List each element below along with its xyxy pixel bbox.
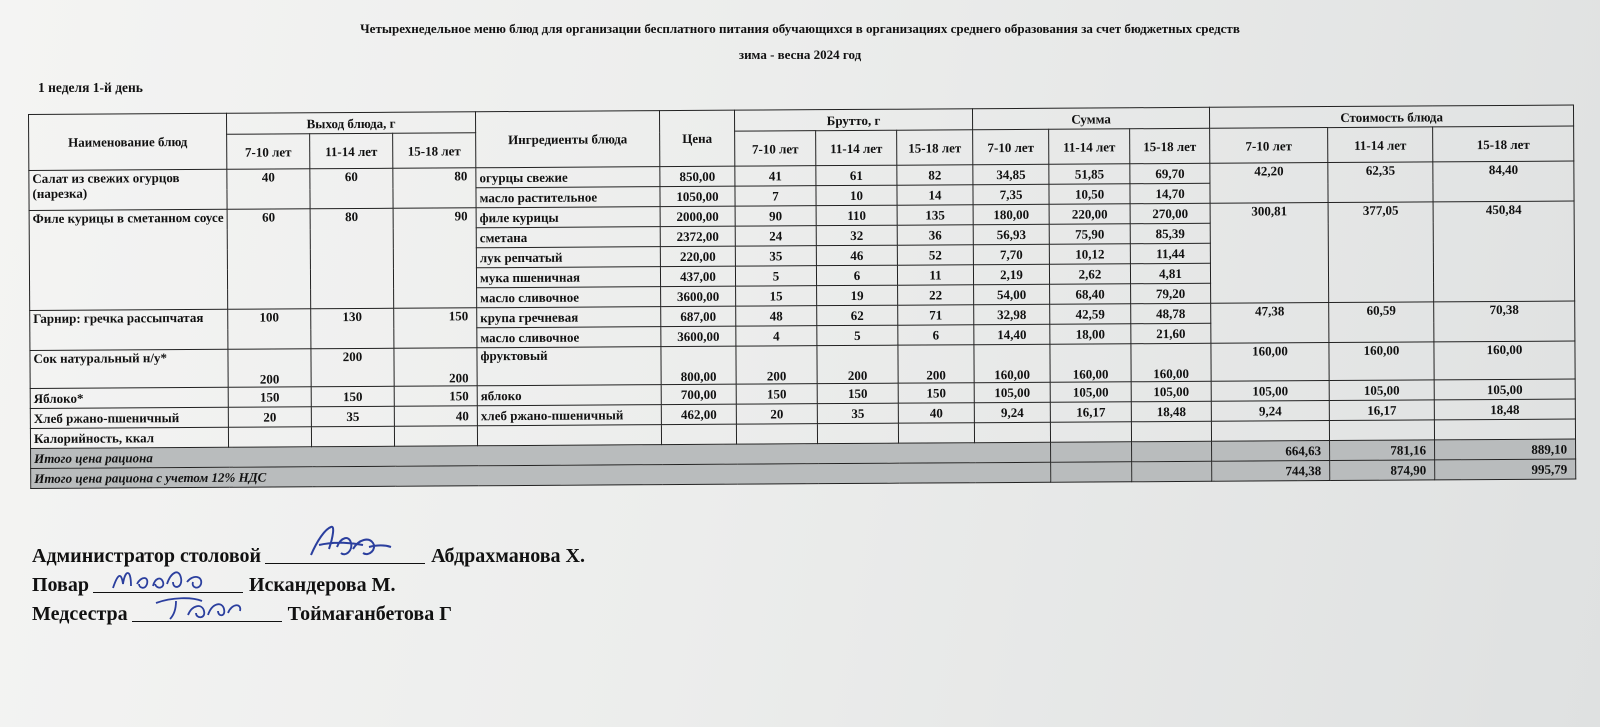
ingredient-price: 3600,00 — [661, 326, 736, 346]
total-11-14: 781,16 — [1330, 440, 1435, 461]
brutto-11-14: 150 — [817, 383, 898, 403]
sum-7-10: 7,35 — [973, 184, 1049, 204]
empty-cell — [974, 422, 1050, 442]
sum-11-14: 2,62 — [1049, 264, 1130, 284]
brutto-7-10: 5 — [735, 266, 816, 286]
output-11-14: 130 — [311, 308, 394, 349]
header-cost-age-11-14: 11-14 лет — [1328, 127, 1433, 163]
sum-15-18: 48,78 — [1131, 303, 1211, 323]
sum-7-10: 2,19 — [973, 264, 1049, 284]
brutto-11-14: 19 — [817, 285, 898, 305]
sum-11-14: 10,12 — [1049, 244, 1130, 264]
brutto-15-18: 40 — [898, 403, 974, 423]
header-sum-age-7-10: 7-10 лет — [973, 129, 1049, 164]
header-output-age-7-10: 7-10 лет — [227, 134, 310, 170]
output-11-14: 200 — [311, 348, 394, 387]
output-11-14: 60 — [310, 168, 393, 209]
brutto-11-14: 62 — [817, 305, 898, 325]
output-11-14: 150 — [311, 386, 394, 407]
total-label: Итого цена рациона — [31, 442, 1051, 468]
sum-7-10: 7,70 — [973, 244, 1049, 264]
output-7-10: 20 — [228, 407, 311, 428]
brutto-15-18: 71 — [898, 305, 974, 325]
brutto-15-18: 52 — [897, 245, 973, 265]
signature-cook — [32, 568, 585, 597]
output-7-10: 40 — [227, 169, 310, 210]
document-title: Четырехнедельное меню блюд для организации бесплатного питания обучающихся в организациях среднего образования за счет бюджетных средств — [360, 21, 1240, 36]
ingredient-price: 700,00 — [661, 384, 736, 404]
brutto-15-18: 36 — [897, 225, 973, 245]
cost-7-10: 105,00 — [1211, 381, 1329, 402]
sum-11-14: 68,40 — [1050, 284, 1131, 304]
sum-11-14: 51,85 — [1049, 164, 1130, 184]
dish-name: Хлеб ржано-пшеничный — [30, 407, 228, 428]
ingredient-name: огурцы свежие — [476, 167, 660, 188]
dish-name: Яблоко* — [30, 387, 228, 408]
sum-15-18: 79,20 — [1131, 283, 1211, 303]
empty-cell — [817, 423, 898, 443]
sum-15-18: 270,00 — [1130, 203, 1210, 223]
cost-11-14: 62,35 — [1328, 162, 1433, 203]
table-body — [29, 161, 1576, 488]
header-cost-age-7-10: 7-10 лет — [1210, 128, 1328, 164]
total-15-18: 889,10 — [1435, 439, 1576, 460]
sum-15-18: 21,60 — [1131, 323, 1211, 343]
total-vat-7-10: 744,38 — [1212, 461, 1330, 482]
ingredient-name: сметана — [476, 227, 660, 248]
empty-cell — [1051, 442, 1132, 462]
brutto-7-10: 20 — [736, 404, 817, 424]
sum-11-14: 75,90 — [1049, 224, 1130, 244]
empty-cell — [1051, 462, 1132, 482]
sum-15-18: 160,00 — [1131, 343, 1211, 381]
sum-7-10: 54,00 — [974, 284, 1050, 304]
dish-name: Гарнир: гречка рассыпчатая — [30, 309, 228, 350]
empty-cell — [1211, 421, 1329, 442]
admin-role: Администратор столовой — [32, 545, 262, 567]
output-7-10: 150 — [228, 387, 311, 408]
cost-7-10: 42,20 — [1210, 163, 1328, 204]
brutto-11-14: 6 — [816, 265, 897, 285]
sum-15-18: 105,00 — [1131, 381, 1211, 401]
brutto-15-18: 14 — [897, 185, 973, 205]
brutto-7-10: 24 — [735, 226, 816, 246]
output-7-10: 60 — [227, 209, 311, 310]
brutto-11-14: 61 — [816, 165, 897, 185]
output-7-10: 100 — [228, 309, 311, 350]
empty-cell — [1434, 419, 1575, 440]
header-price: Цена — [660, 110, 735, 166]
header-sum-age-15-18: 15-18 лет — [1130, 128, 1210, 163]
brutto-11-14: 46 — [816, 245, 897, 265]
brutto-15-18: 150 — [898, 383, 974, 403]
brutto-7-10: 90 — [735, 206, 816, 226]
empty-cell — [1131, 421, 1211, 441]
ingredient-price: 687,00 — [661, 306, 736, 326]
menu-table — [28, 105, 1576, 489]
ingredient-price: 2372,00 — [660, 226, 735, 246]
sum-11-14: 105,00 — [1050, 382, 1131, 402]
cook-name: Искандерова М. — [248, 574, 396, 596]
output-15-18: 200 — [394, 348, 477, 387]
sum-11-14: 10,50 — [1049, 184, 1130, 204]
ingredient-price: 462,00 — [661, 404, 736, 424]
ingredient-name: фруктовый — [477, 347, 661, 386]
cost-15-18: 105,00 — [1434, 379, 1575, 400]
sum-7-10: 56,93 — [973, 224, 1049, 244]
signature-block — [32, 539, 585, 626]
sum-7-10: 34,85 — [973, 164, 1049, 184]
empty-cell — [477, 425, 661, 446]
brutto-11-14: 10 — [816, 185, 897, 205]
nurse-signature-line — [132, 621, 282, 622]
brutto-7-10: 41 — [735, 166, 816, 186]
header-brutto: Брутто, г — [735, 109, 973, 131]
sum-15-18: 85,39 — [1130, 223, 1210, 243]
sum-7-10: 9,24 — [974, 402, 1050, 422]
calories-label: Калорийность, ккал — [30, 427, 228, 448]
ingredient-name: мука пшеничная — [476, 267, 660, 288]
ingredient-name: масло растительное — [476, 187, 660, 208]
ingredient-name: яблоко — [477, 385, 661, 406]
header-dish-name: Наименование блюд — [29, 113, 227, 170]
header-ingredients: Ингредиенты блюда — [476, 111, 660, 168]
brutto-15-18: 82 — [897, 165, 973, 185]
ingredient-price: 3600,00 — [661, 286, 736, 306]
total-vat-label: Итого цена рациона с учетом 12% НДС — [31, 462, 1051, 488]
dish-name: Салат из свежих огурцов (нарезка) — [29, 169, 227, 210]
ingredient-price: 1050,00 — [660, 186, 735, 206]
sum-15-18: 69,70 — [1130, 163, 1210, 183]
ingredient-name: хлеб ржано-пшеничный — [477, 405, 661, 426]
table-header — [29, 105, 1574, 170]
empty-cell — [1050, 422, 1131, 442]
sum-11-14: 18,00 — [1050, 324, 1131, 344]
empty-cell — [394, 426, 477, 447]
cost-15-18: 84,40 — [1433, 161, 1574, 202]
dish-name: Филе курицы в сметанном соусе — [29, 209, 228, 310]
cost-7-10: 300,81 — [1210, 203, 1329, 304]
empty-cell — [736, 424, 817, 444]
cost-7-10: 160,00 — [1211, 343, 1329, 382]
header-brutto-age-11-14: 11-14 лет — [816, 130, 897, 165]
header-output-age-11-14: 11-14 лет — [310, 133, 393, 169]
cost-11-14: 60,59 — [1329, 302, 1434, 343]
brutto-7-10: 15 — [736, 286, 817, 306]
admin-name: Абдрахманова Х. — [431, 545, 586, 567]
cost-15-18: 450,84 — [1433, 201, 1575, 302]
cost-15-18: 18,48 — [1434, 399, 1575, 420]
sum-11-14: 160,00 — [1050, 344, 1131, 382]
output-15-18: 40 — [394, 406, 477, 427]
ingredient-price: 800,00 — [661, 346, 736, 384]
header-brutto-age-7-10: 7-10 лет — [735, 131, 816, 166]
brutto-7-10: 200 — [736, 346, 817, 384]
brutto-11-14: 35 — [817, 403, 898, 423]
sum-7-10: 160,00 — [974, 344, 1050, 382]
week-day-label: 1 неделя 1-й день — [38, 80, 143, 95]
header-sum: Сумма — [973, 107, 1210, 129]
cost-7-10: 47,38 — [1211, 303, 1329, 344]
cook-role: Повар — [32, 574, 89, 596]
cost-11-14: 160,00 — [1329, 342, 1434, 381]
nurse-name: Тоймағанбетова Г — [287, 603, 452, 625]
sum-11-14: 16,17 — [1050, 402, 1131, 422]
ingredient-price: 850,00 — [660, 166, 735, 186]
sum-7-10: 14,40 — [974, 324, 1050, 344]
header-output: Выход блюда, г — [226, 112, 475, 135]
cost-11-14: 377,05 — [1328, 202, 1434, 303]
empty-cell — [311, 426, 394, 447]
total-vat-11-14: 874,90 — [1330, 460, 1435, 481]
nurse-role: Медсестра — [32, 603, 128, 625]
sum-11-14: 42,59 — [1050, 304, 1131, 324]
brutto-15-18: 22 — [898, 285, 974, 305]
sum-15-18: 14,70 — [1130, 183, 1210, 203]
brutto-11-14: 32 — [816, 225, 897, 245]
sum-7-10: 180,00 — [973, 204, 1049, 224]
empty-cell — [228, 427, 311, 448]
admin-signature-line — [265, 563, 425, 564]
sum-15-18: 18,48 — [1131, 401, 1211, 421]
ingredient-name: масло сливочное — [477, 327, 661, 348]
empty-cell — [661, 424, 736, 444]
empty-cell — [1329, 420, 1434, 441]
header-brutto-age-15-18: 15-18 лет — [897, 130, 973, 165]
output-15-18: 150 — [394, 308, 477, 349]
brutto-15-18: 11 — [897, 265, 973, 285]
menu-sheet — [28, 105, 1575, 489]
empty-cell — [1132, 461, 1212, 481]
brutto-11-14: 200 — [817, 345, 898, 383]
ingredient-name: лук репчатый — [476, 247, 660, 268]
output-15-18: 80 — [393, 168, 476, 209]
brutto-15-18: 200 — [898, 345, 974, 383]
header-cost-age-15-18: 15-18 лет — [1433, 126, 1574, 162]
sum-15-18: 11,44 — [1130, 243, 1210, 263]
ingredient-name: филе курицы — [476, 207, 660, 228]
ingredient-name: крупа гречневая — [477, 307, 661, 328]
signature-nurse — [32, 597, 585, 626]
brutto-7-10: 150 — [736, 384, 817, 404]
total-vat-15-18: 995,79 — [1435, 459, 1576, 480]
empty-cell — [1132, 441, 1212, 461]
admin-signature-icon — [265, 523, 415, 565]
total-7-10: 664,63 — [1212, 441, 1330, 462]
output-7-10: 200 — [228, 349, 311, 388]
empty-cell — [898, 423, 974, 443]
brutto-7-10: 7 — [735, 186, 816, 206]
ingredient-price: 220,00 — [660, 246, 735, 266]
header-sum-age-11-14: 11-14 лет — [1049, 129, 1130, 164]
brutto-7-10: 4 — [736, 326, 817, 346]
sum-7-10: 32,98 — [974, 304, 1050, 324]
cost-11-14: 105,00 — [1329, 380, 1434, 401]
ingredient-price: 2000,00 — [660, 206, 735, 226]
brutto-15-18: 135 — [897, 205, 973, 225]
header-cost: Стоимость блюда — [1210, 105, 1574, 128]
dish-name: Сок натуральный н/у* — [30, 349, 228, 388]
sum-7-10: 105,00 — [974, 382, 1050, 402]
sum-11-14: 220,00 — [1049, 204, 1130, 224]
output-15-18: 90 — [393, 208, 477, 309]
brutto-7-10: 35 — [735, 246, 816, 266]
brutto-11-14: 5 — [817, 325, 898, 345]
output-11-14: 35 — [311, 406, 394, 427]
ingredient-name: масло сливочное — [477, 287, 661, 308]
brutto-11-14: 110 — [816, 205, 897, 225]
nurse-signature-icon — [132, 589, 282, 623]
ingredient-price: 437,00 — [660, 266, 735, 286]
output-15-18: 150 — [394, 386, 477, 407]
brutto-7-10: 48 — [736, 306, 817, 326]
cost-11-14: 16,17 — [1329, 400, 1434, 421]
cost-15-18: 70,38 — [1434, 301, 1575, 342]
header-output-age-15-18: 15-18 лет — [393, 133, 476, 169]
cost-7-10: 9,24 — [1211, 401, 1329, 422]
cost-15-18: 160,00 — [1434, 341, 1575, 380]
sum-15-18: 4,81 — [1130, 263, 1210, 283]
document-subtitle: зима - весна 2024 год — [738, 47, 862, 62]
output-11-14: 80 — [310, 208, 394, 309]
brutto-15-18: 6 — [898, 325, 974, 345]
